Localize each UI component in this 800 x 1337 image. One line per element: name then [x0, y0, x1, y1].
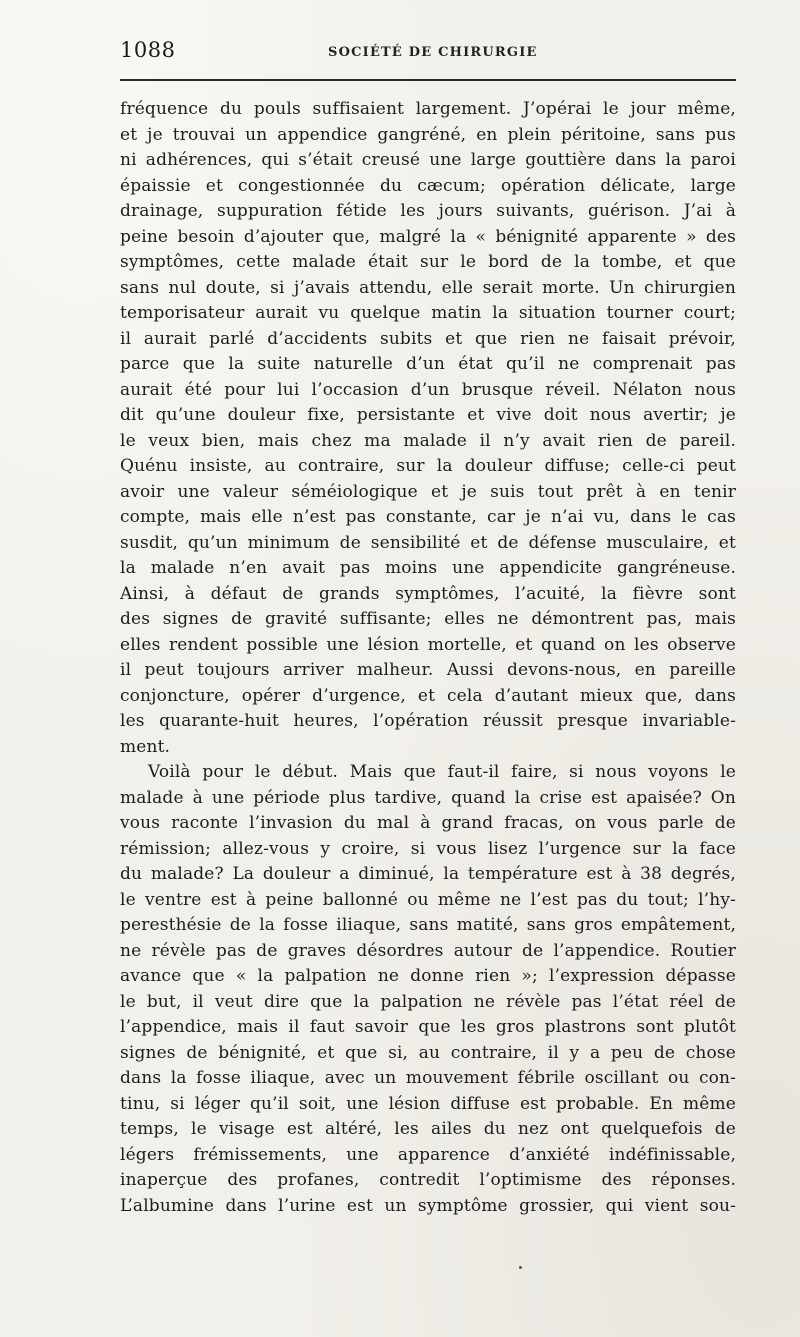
- text-line: ni adhérences, qui s’était creusé une large gouttière dans la paroi: [120, 150, 736, 170]
- text-line: du malade? La douleur a diminué, la température est à 38 degrés,: [120, 864, 736, 884]
- page-header: [120, 38, 736, 68]
- text-line: aurait été pour lui l’occasion d’un brusque réveil. Nélaton nous: [120, 379, 736, 400]
- text-line: temps, le visage est altéré, les ailes du nez ont quelquefois de: [120, 1119, 736, 1139]
- text-line: inaperçue des profanes, contredit l’optimisme des réponses.: [120, 1170, 736, 1190]
- text-line: conjoncture, opérer d’urgence, et cela d’autant mieux que, dans: [120, 685, 736, 706]
- header-rule: [120, 79, 736, 81]
- text-line: L’albumine dans l’urine est un symptôme grossier, qui vient sou-: [120, 1195, 736, 1216]
- text-line: signes de bénignité, et que si, au contraire, il y a peu de chose: [120, 1042, 736, 1063]
- text-line: symptômes, cette malade était sur le bord de la tombe, et que: [120, 252, 736, 272]
- text-line: tinu, si léger qu’il soit, une lésion diffuse est probable. En même: [120, 1093, 736, 1114]
- text-line: dans la fosse iliaque, avec un mouvement fébrile oscillant ou con-: [120, 1068, 736, 1088]
- text-line: rémission; allez-vous y croire, si vous lisez l’urgence sur la face: [120, 838, 736, 859]
- print-speck: [519, 1266, 522, 1269]
- text-line: avance que « la palpation ne donne rien »; l’expression dépasse: [120, 966, 736, 986]
- text-line: peine besoin d’ajouter que, malgré la « bénignité apparente » des: [120, 226, 736, 247]
- text-line: compte, mais elle n’est pas constante, car je n’ai vu, dans le cas: [120, 507, 736, 527]
- page-number: 1088: [120, 38, 176, 62]
- text-line: des signes de gravité suffisante; elles ne démontrent pas, mais: [120, 609, 736, 629]
- text-line: susdit, qu’un minimum de sensibilité et de défense musculaire, et: [120, 532, 736, 553]
- text-line: l’appendice, mais il faut savoir que les gros plastrons sont plutôt: [120, 1017, 736, 1037]
- text-line: elles rendent possible une lésion mortelle, et quand on les observe: [120, 634, 736, 655]
- text-line: et je trouvai un appendice gangréné, en plein péritoine, sans pus: [120, 124, 736, 145]
- text-line: le ventre est à peine ballonné ou même ne l’est pas du tout; l’hy-: [120, 889, 736, 910]
- text-line: fréquence du pouls suffisaient largement. J’opérai le jour même,: [120, 99, 736, 119]
- paragraph-start-line: Voilà pour le début. Mais que faut-il faire, si nous voyons le: [148, 762, 736, 782]
- text-line: la malade n’en avait pas moins une appendicite gangréneuse.: [120, 558, 736, 578]
- text-line: épaissie et congestionnée du cæcum; opération délicate, large: [120, 175, 736, 196]
- text-line: ne révèle pas de graves désordres autour de l’appendice. Routier: [120, 940, 736, 961]
- text-line: Quénu insiste, au contraire, sur la douleur diffuse; celle-ci peut: [120, 456, 736, 476]
- text-line: ment.: [120, 736, 171, 757]
- text-line: avoir une valeur séméiologique et je suis tout prêt à en tenir: [120, 481, 736, 502]
- body-text: [120, 97, 736, 1219]
- text-line: le but, il veut dire que la palpation ne révèle pas l’état réel de: [120, 991, 736, 1012]
- text-line: vous raconte l’invasion du mal à grand fracas, on vous parle de: [120, 813, 736, 833]
- text-line: Ainsi, à défaut de grands symptômes, l’acuité, la fièvre sont: [120, 583, 736, 604]
- text-line: les quarante-huit heures, l’opération réussit presque invariable-: [120, 711, 736, 731]
- text-line: le veux bien, mais chez ma malade il n’y avait rien de pareil.: [120, 430, 736, 451]
- text-line: drainage, suppuration fétide les jours suivants, guérison. J’ai à: [120, 201, 736, 221]
- text-line: il peut toujours arriver malheur. Aussi devons-nous, en pareille: [120, 660, 736, 680]
- text-line: légers frémissements, une apparence d’anxiété indéfinissable,: [120, 1144, 736, 1165]
- text-line: temporisateur aurait vu quelque matin la situation tourner court;: [120, 303, 736, 323]
- text-line: malade à une période plus tardive, quand la crise est apaisée? On: [120, 787, 736, 808]
- text-line: parce que la suite naturelle d’un état qu’il ne comprenait pas: [120, 354, 736, 374]
- running-head: SOCIÉTÉ DE CHIRURGIE: [328, 45, 538, 60]
- text-line: peresthésie de la fosse iliaque, sans matité, sans gros empâtement,: [120, 915, 736, 935]
- text-line: il aurait parlé d’accidents subits et que rien ne faisait prévoir,: [120, 328, 736, 349]
- text-line: dit qu’une douleur fixe, persistante et vive doit nous avertir; je: [120, 405, 736, 425]
- text-line: sans nul doute, si j’avais attendu, elle serait morte. Un chirurgien: [120, 277, 736, 298]
